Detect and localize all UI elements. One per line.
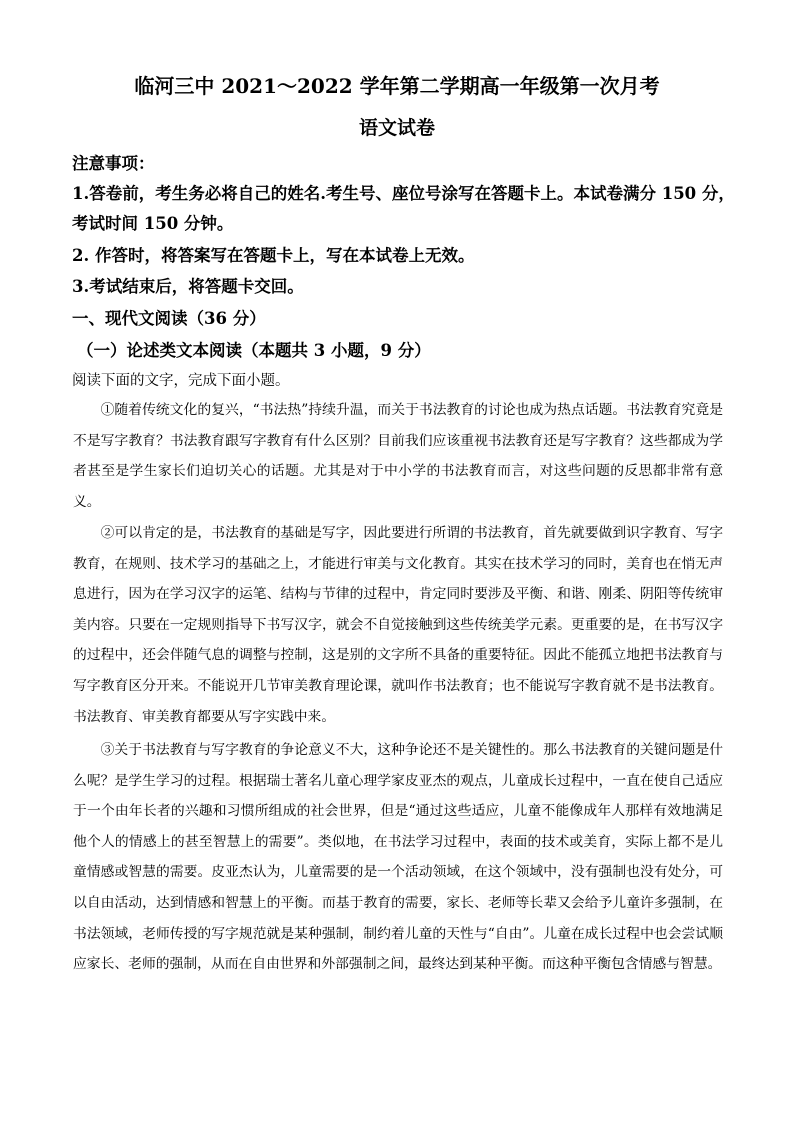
notice-item-1-line-1: 1.答卷前，考生务必将自己的姓名.考生号、座位号涂写在答题卡上。本试卷满分 150 分，: [72, 184, 735, 203]
passage-paragraph-2: ②可以肯定的是，书法教育的基础是写字，因此要进行所谓的书法教育，首先就要做到识字教育、写字教育，在规则、技术学习的基础之上，才能进行审美与文化教育。其实在技术学习的同时，美育也在悄无声息进行，因为在学习汉字的运笔、结构与节律的过程中，肯定同时要涉及平衡、和谐、刚柔、阴阳等传统审美内容。只要在一定规则指导下书写汉字，就会不自觉接触到这些传统美学元素。更重要的是，在书写汉字的过程中，还会伴随气息的调整与控制，这是别的文字所不具备的重要特征。因此不能孤立地把书法教育与写字教育区分开来。不能说开几节审美教育理论课，就叫作书法教育；也不能说写字教育就不是书法教育。书法教育、审美教育都要从写字实践中来。: [73, 525, 723, 725]
notice-heading: 注意事项：: [72, 154, 155, 173]
section-heading: 一、现代文阅读（36 分）: [72, 309, 266, 328]
subsection-heading: （一）论述类文本阅读（本题共 3 小题，9 分）: [77, 341, 431, 360]
reading-instruction: 阅读下面的文字，完成下面小题。: [72, 373, 290, 389]
passage-paragraph-1: ①随着传统文化的复兴，“书法热”持续升温，而关于书法教育的讨论也成为热点话题。书法教育究竟是不是写字教育？书法教育跟写字教育有什么区别？目前我们应该重视书法教育还是写字教育？这些都成为学者甚至是学生家长们迫切关心的话题。尤其是对于中小学的书法教育而言，对这些问题的反思都非常有意义。: [73, 402, 723, 510]
exam-subtitle: 语文试卷: [358, 117, 435, 139]
exam-title: 临河三中 2021～2022 学年第二学期高一年级第一次月考: [134, 74, 660, 98]
passage-paragraph-3: ③关于书法教育与写字教育的争论意义不大，这种争论还不是关键性的。那么书法教育的关键问题是什么呢？是学生学习的过程。根据瑞士著名儿童心理学家皮亚杰的观点，儿童成长过程中，一直在使自己适应于一个由年长者的兴趣和习惯所组成的社会世界，但是“通过这些适应，儿童不能像成年人那样有效地满足他个人的情感上的甚至智慧上的需要”。类似地，在书法学习过程中，表面的技术或美育，实际上都不是儿童情感或智慧的需要。皮亚杰认为，儿童需要的是一个活动领域，在这个领域中，没有强制也没有处分，可以自由活动，达到情感和智慧上的平衡。而基于教育的需要，家长、老师等长辈又会给予儿童许多强制，在书法领域，老师传授的写字规范就是某种强制，制约着儿童的天性与“自由”。儿童在成长过程中也会尝试顺应家长、老师的强制，从而在自由世界和外部强制之间，最终达到某种平衡。而这种平衡包含情感与智慧。: [73, 742, 723, 973]
notice-item-1-line-2: 考试时间 150 分钟。: [72, 214, 234, 233]
notice-item-2: 2. 作答时，将答案写在答题卡上，写在本试卷上无效。: [72, 246, 475, 265]
notice-item-3: 3.考试结束后，将答题卡交回。: [72, 277, 304, 296]
